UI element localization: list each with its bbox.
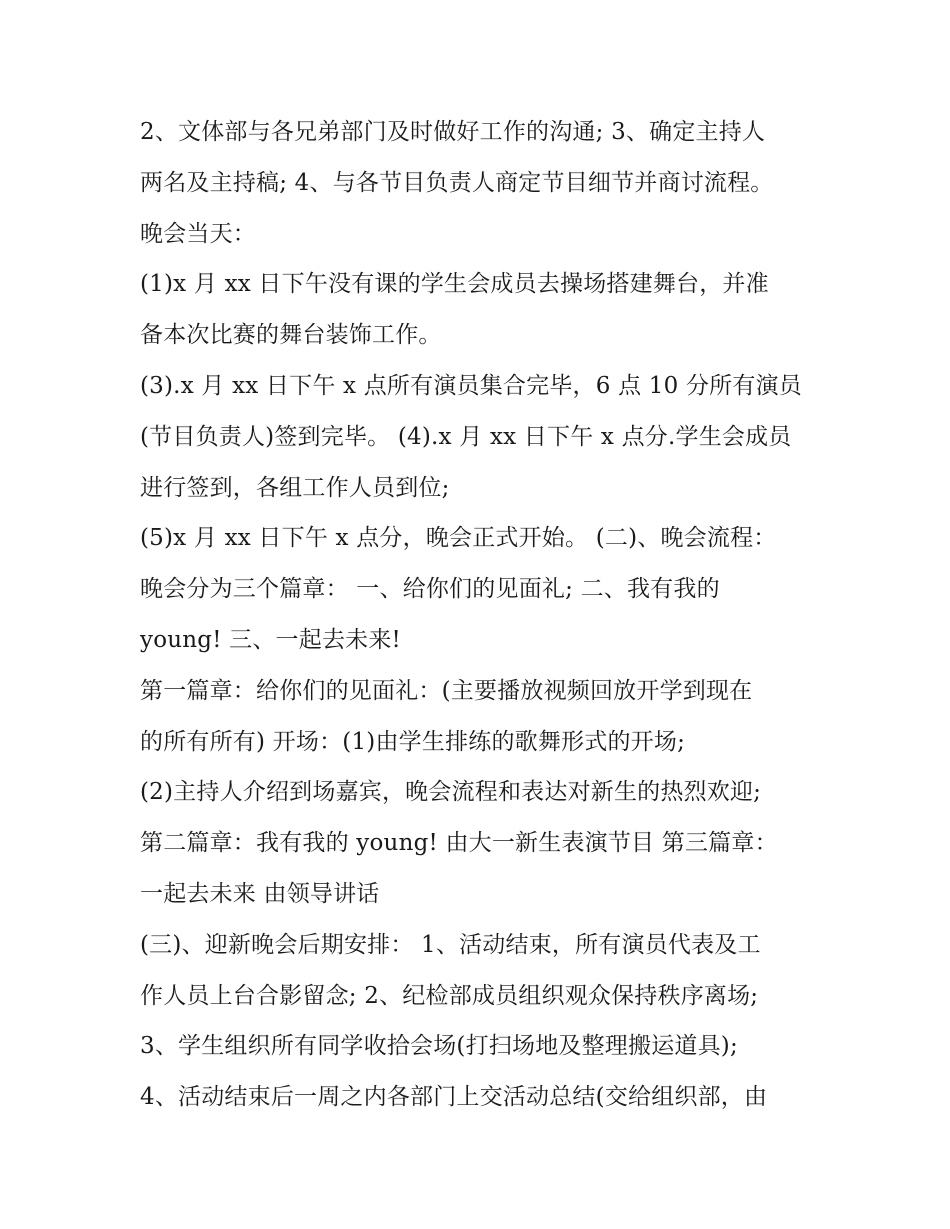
text-line: 的所有所有) 开场：(1)由学生排练的歌舞形式的开场; [140,728,686,755]
text-line: 2、文体部与各兄弟部门及时做好工作的沟通; 3、确定主持人 [140,119,766,145]
text-line: young! 三、一起去未来! [140,626,401,653]
text-line: (三)、迎新晚会后期安排： 1、活动结束，所有演员代表及工 [140,931,761,958]
text-line: 进行签到，各组工作人员到位; [140,474,450,501]
section-heading: 晚会当天： [140,220,256,247]
text-line: 备本次比赛的舞台装饰工作。 [140,322,442,349]
text-line: (节目负责人)签到完毕。 (4).x 月 xx 日下午 x 点分.学生会成员 [140,423,792,450]
text-line: (1)x 月 xx 日下午没有课的学生会成员去操场搭建舞台，并准 [140,271,769,298]
text-line: 两名及主持稿; 4、与各节目负责人商定节目细节并商讨流程。 [140,169,774,196]
text-line: (3).x 月 xx 日下午 x 点所有演员集合完毕，6 点 10 分所有演员 [140,372,802,399]
text-line: (2)主持人介绍到场嘉宾，晚会流程和表达对新生的热烈欢迎; [140,779,762,806]
text-line: 第二篇章：我有我的 young! 由大一新生表演节目 第三篇章： [140,830,778,857]
text-line: 晚会分为三个篇章： 一、给你们的见面礼; 二、我有我的 [140,576,720,603]
body-text [140,107,820,1123]
text-line: (5)x 月 xx 日下午 x 点分，晚会正式开始。 (二)、晚会流程： [140,525,777,552]
text-line: 3、学生组织所有同学收拾会场(打扫场地及整理搬运道具); [140,1033,738,1060]
text-line: 作人员上台合影留念; 2、纪检部成员组织观众保持秩序离场; [140,982,759,1009]
text-line: 第一篇章：给你们的见面礼：(主要播放视频回放开学到现在 [140,677,753,704]
text-line: 4、活动结束后一周之内各部门上交活动总结(交给组织部，由 [140,1084,768,1111]
text-line: 一起去未来 由领导讲话 [140,880,380,907]
